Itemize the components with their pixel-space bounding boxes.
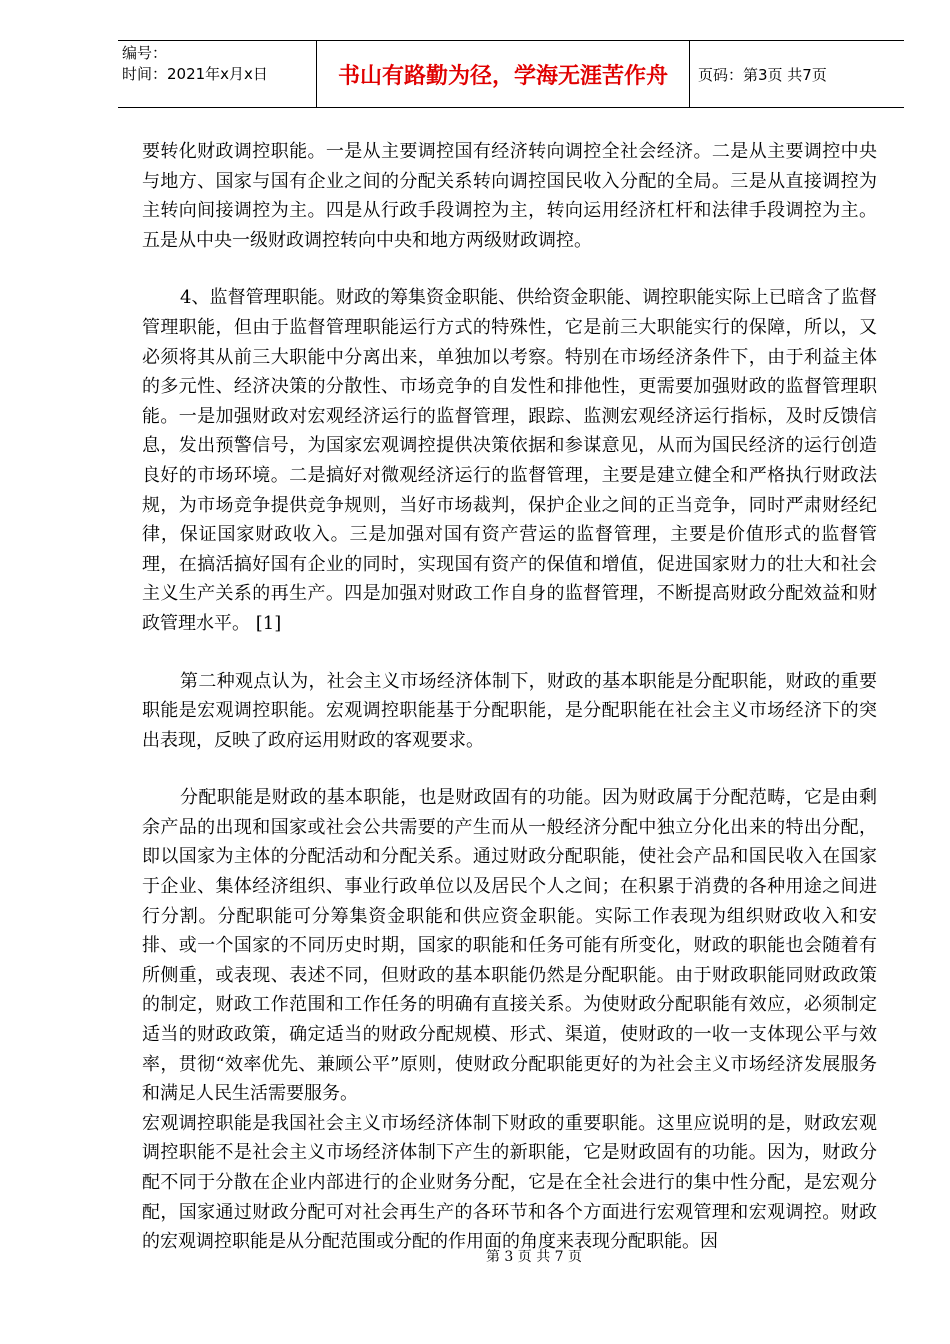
header-meta — [118, 41, 316, 107]
paragraph: 第二种观点认为，社会主义市场经济体制下，财政的基本职能是分配职能，财政的重要职能是宏观调控职能。宏观调控职能基于分配职能，是分配职能在社会主义市场经济下的突出表现，反映了政府运用财政的客观要求。 — [142, 670, 877, 751]
paragraph: 4、监督管理职能。财政的筹集资金职能、供给资金职能、调控职能实际上已暗含了监督管理职能，但由于监督管理职能运行方式的特殊性，它是前三大职能实行的保障，所以，又必须将其从前三大职能中分离出来，单独加以考察。特别在市场经济条件下，由于利益主体的多元性、经济决策的分散性、市场竞争的自发性和排他性，更需要加强财政的监督管理职能。一是加强财政对宏观经济运行的监督管理，跟踪、监测宏观经济运行指标，及时反馈信息，发出预警信号，为国家宏观调控提供决策依据和参谋意见，从而为国民经济的运行创造良好的市场环境。二是搞好对微观经济运行的监督管理，主要是建立健全和严格执行财政法规，为市场竞争提供竞争规则，当好市场裁判，保护企业之间的正当竞争，同时严肃财经纪律，保证国家财政收入。三是加强对国有资产营运的监督管理，主要是价值形式的监督管理，在搞活搞好国有企业的同时，实现国有资产的保值和增值，促进国家财力的壮大和社会主义生产关系的再生产。四是加强对财政工作自身的监督管理，不断提高财政分配效益和财政管理水平。 [1] — [142, 287, 877, 634]
page-header — [118, 40, 904, 108]
paragraph: 分配职能是财政的基本职能，也是财政固有的功能。因为财政属于分配范畴，它是由剩余产品的出现和国家或社会公共需要的产生而从一般经济分配中独立分化出来的特出分配，即以国家为主体的分配活动和分配关系。通过财政分配职能，使社会产品和国民收入在国家于企业、集体经济组织、事业行政单位以及居民个人之间；在积累于消费的各种用途之间进行分割。分配职能可分筹集资金职能和供应资金职能。实际工作表现为组织财政收入和安排、或一个国家的不同历史时期，国家的职能和任务可能有所变化，财政的职能也会随着有所侧重，或表现、表述不同，但财政的基本职能仍然是分配职能。由于财政职能同财政政策的制定，财政工作范围和工作任务的明确有直接关系。为使财政分配职能有效应，必须制定适当的财政政策，确定适当的财政分配规模、形式、渠道，使财政的一收一支体现公平与效率，贯彻“效率优先、兼顾公平”原则，使财政分配职能更好的为社会主义市场经济发展服务和满足人民生活需要服务。 — [142, 787, 877, 1105]
paragraph: 要转化财政调控职能。一是从主要调控国有经济转向调控全社会经济。二是从主要调控中央与地方、国家与国有企业之间的分配关系转向调控国民收入分配的全局。三是从直接调控为主转向间接调控为主。四是从行政手段调控为主，转向运用经济杠杆和法律手段调控为主。五是从中央一级财政调控转向中央和地方两级财政调控。 — [142, 141, 877, 251]
header-page-label: 页码：第3页 共7页 — [698, 65, 827, 84]
page-footer: 第 3 页 共 7 页 — [485, 1249, 583, 1265]
document-number-label: 编号： — [122, 44, 168, 62]
document-time-label: 时间：2021年x月x日 — [122, 65, 268, 83]
paragraph: 宏观调控职能是我国社会主义市场经济体制下财政的重要职能。这里应说明的是，财政宏观调控职能不是社会主义市场经济体制下产生的新职能，它是财政固有的功能。因为，财政分配不同于分散在企业内部进行的企业财务分配，它是在全社会进行的集中性分配，是宏观分配，国家通过财政分配可对社会再生产的各环节和各个方面进行宏观管理和宏观调控。财政的宏观调控职能是从分配范围或分配的作用面的角度来表现分配职能。因 — [142, 1112, 877, 1253]
header-motto: 书山有路勤为径，学海无涯苦作舟 — [316, 41, 690, 107]
document-body — [142, 137, 877, 1257]
